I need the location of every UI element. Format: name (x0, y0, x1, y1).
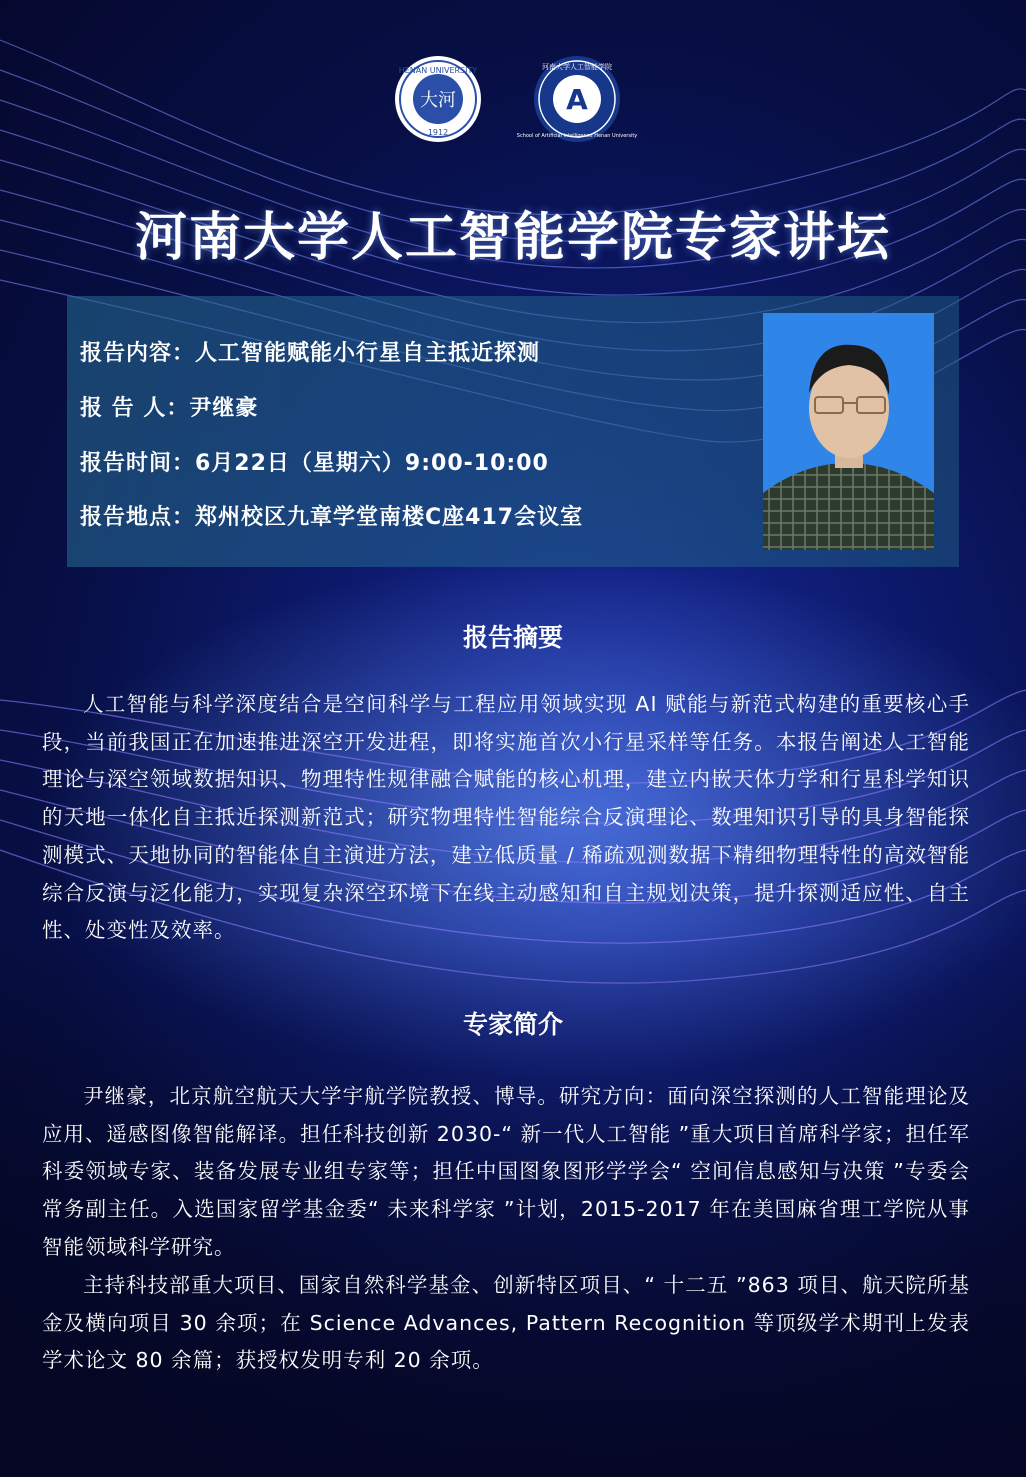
page-title: 河南大学人工智能学院专家讲坛 (134, 207, 891, 268)
bio-paragraph-2: 主持科技部重大项目、国家自然科学基金、创新特区项目、“ 十二五 ”863 项目、航天院所基金及横向项目 30 余项；在 Science Advances, Pattern Recognition 等顶级学术期刊上发表学术论文 80 余篇；获授权发明专利 20 余项。 (42, 1273, 970, 1373)
ai-school-logo (516, 55, 638, 143)
abstract-text: 人工智能与科学深度结合是空间科学与工程应用领域实现 AI 赋能与新范式构建的重要核心手段，当前我国正在加速推进深空开发进程，即将实施首次小行星采样等任务。本报告阐述人工智能理论与深空领域数据知识、物理特性规律融合赋能的核心机理，建立内嵌天体力学和行星科学知识的天地一体化自主抵近探测新范式；研究物理特性智能综合反演理论、数理知识引导的具身智能探测模式、天地协同的智能体自主演进方法，建立低质量 / 稀疏观测数据下精细物理特性的高效智能综合反演与泛化能力，实现复杂深空环境下在线主动感知和自主规划决策，提升探测适应性、自主性、处变性及效率。 (42, 692, 970, 943)
info-topic: 报告内容：人工智能赋能小行星自主抵近探测 (80, 341, 541, 366)
info-location: 报告地点：郑州校区九章学堂南楼C座417会议室 (80, 505, 584, 530)
henan-logo-center-text: 大河 (420, 90, 456, 111)
info-speaker: 报 告 人：尹继豪 (80, 396, 259, 421)
henan-logo-year: 1912 (427, 128, 449, 137)
ai-logo-top-text: 河南大学人工智能学院 (542, 63, 612, 71)
info-time: 报告时间：6月22日（星期六）9:00-10:00 (80, 451, 549, 476)
bio-heading: 专家简介 (462, 1010, 563, 1039)
ai-logo-center-text: A (566, 83, 588, 116)
ai-logo-bottom-text: School of Artificial Intelligence Henan University (516, 133, 638, 139)
abstract-heading: 报告摘要 (462, 623, 563, 652)
henan-logo-top-text: HENAN UNIVERSITY (398, 66, 478, 75)
henan-university-logo (394, 55, 482, 143)
speaker-photo (763, 313, 934, 550)
bio-paragraph-1: 尹继豪，北京航空航天大学宇航学院教授、博导。研究方向：面向深空探测的人工智能理论及应用、遥感图像智能解译。担任科技创新 2030-“ 新一代人工智能 ”重大项目首席科学家；担任军科委领域专家、装备发展专业组专家等；担任中国图象图形学学会“ 空间信息感知与决策 ”专委会常务副主任。入选国家留学基金委“ 未来科学家 ”计划，2015-2017 年在美国麻省理工学院从事智能领域科学研究。 (42, 1084, 970, 1259)
